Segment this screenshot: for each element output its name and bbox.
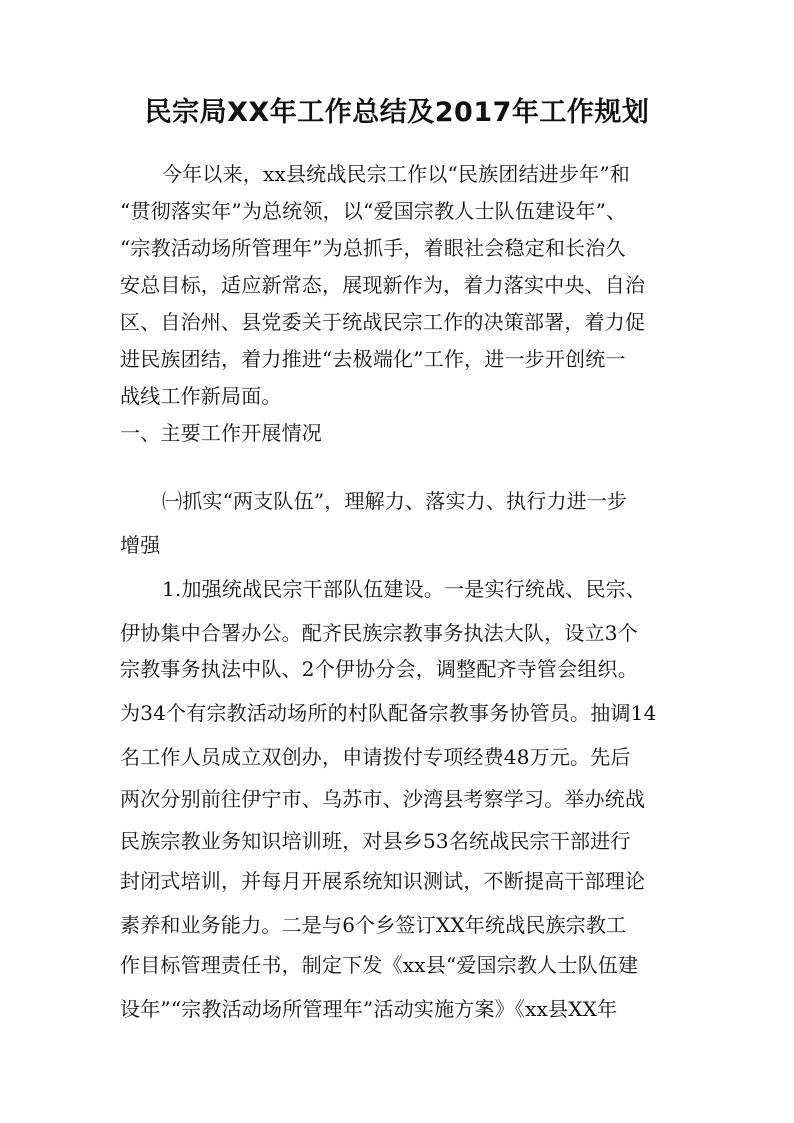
paragraph-line: “宗教活动场所管理年”为总抓手，着眼社会稳定和长治久 xyxy=(120,236,626,260)
paragraph-line: 战线工作新局面。 xyxy=(120,384,282,408)
paragraph-line: 设年”“宗教活动场所管理年”活动实施方案》《xx县XX年 xyxy=(120,997,618,1021)
paragraph-line: 今年以来，xx县统战民宗工作以“民族团结进步年”和 xyxy=(162,162,631,186)
paragraph-line: 1.加强统战民宗干部队伍建设。一是实行统战、民宗、 xyxy=(162,577,647,601)
paragraph-line: “贯彻落实年”为总统领，以“爱国宗教人士队伍建设年”、 xyxy=(120,199,627,223)
paragraph-line: 伊协集中合署办公。配齐民族宗教事务执法大队，设立3个 xyxy=(120,621,638,645)
paragraph-line: 封闭式培训，并每月开展系统知识测试，不断提高干部理论 xyxy=(120,869,646,893)
paragraph-line: 区、自治州、县党委关于统战民宗工作的决策部署，着力促 xyxy=(120,310,646,334)
paragraph-line: 安总目标，适应新常态，展现新作为，着力落实中央、自治 xyxy=(120,273,646,297)
paragraph-line: 素养和业务能力。二是与6个乡签订XX年统战民族宗教工 xyxy=(120,913,627,937)
subsection-heading: ㈠抓实“两支队伍”，理解力、落实力、执行力进一步 xyxy=(162,489,628,513)
paragraph-line: 宗教事务执法中队、2个伊协分会，调整配齐寺管会组织。 xyxy=(120,657,638,681)
paragraph-line: 作目标管理责任书，制定下发《xx县“爱国宗教人士队伍建 xyxy=(120,953,639,977)
paragraph-line: 进民族团结，着力推进“去极端化”工作，进一步开创统一 xyxy=(120,347,626,371)
paragraph-line: 两次分别前往伊宁市、乌苏市、沙湾县考察学习。举办统战 xyxy=(120,787,646,811)
paragraph-line: 名工作人员成立双创办，申请拨付专项经费48万元。先后 xyxy=(120,745,631,769)
section-heading: 一、主要工作开展情况 xyxy=(120,421,322,445)
subsection-heading-cont: 增强 xyxy=(120,533,161,557)
document-title: 民宗局XX年工作总结及2017年工作规划 xyxy=(144,97,650,128)
paragraph-line: 民族宗教业务知识培训班，对县乡53名统战民宗干部进行 xyxy=(120,829,631,853)
paragraph-line: 为34个有宗教活动场所的村队配备宗教事务协管员。抽调14 xyxy=(120,701,657,725)
